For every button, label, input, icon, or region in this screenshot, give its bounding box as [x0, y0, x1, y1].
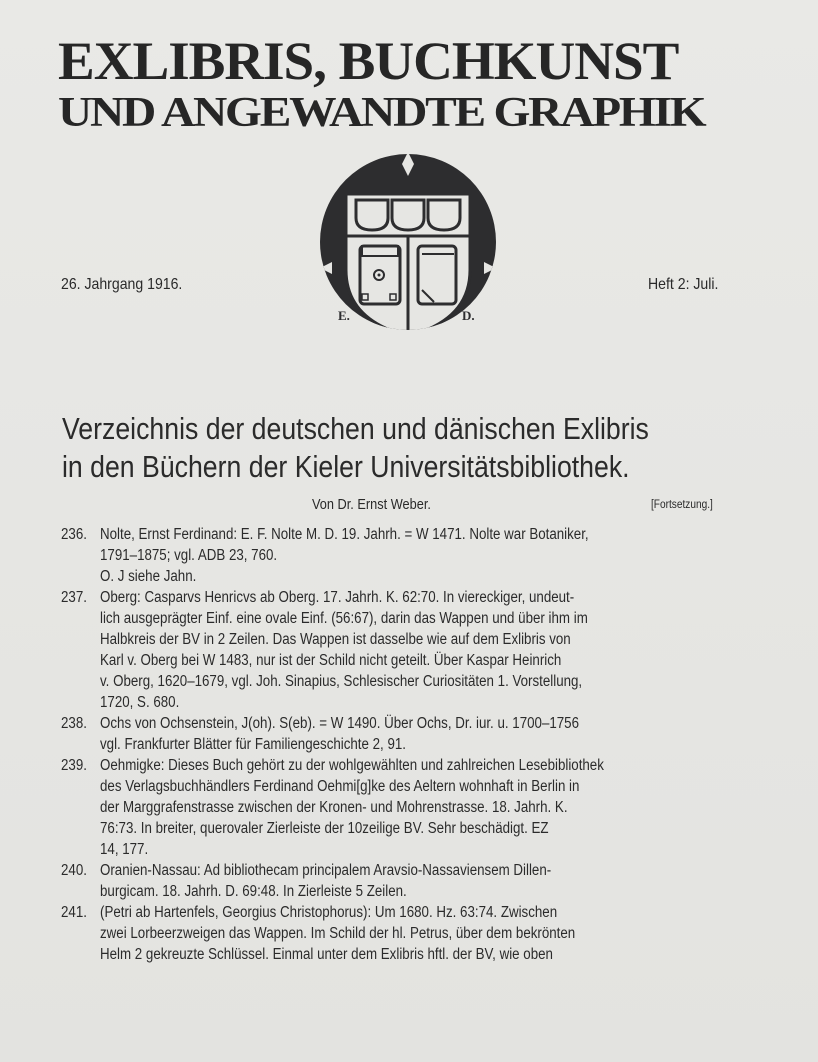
catalog-entry: [61, 524, 741, 587]
entry-text-line: (Petri ab Hartenfels, Georgius Christophorus): Um 1680. Hz. 63:74. Zwischen: [100, 904, 558, 921]
emblem-initial-right: D.: [462, 308, 475, 323]
entry-text-line: 1791–1875; vgl. ADB 23, 760.: [100, 547, 278, 564]
entry-number: 236.: [61, 526, 87, 543]
entry-text-line: Karl v. Oberg bei W 1483, nur ist der Schild nicht geteilt. Über Kaspar Heinrich: [100, 652, 562, 669]
catalog-entry: [61, 755, 741, 860]
catalog-entry: [61, 587, 741, 713]
catalog-entry: [61, 902, 741, 965]
masthead: [58, 31, 748, 136]
entry-text-line: v. Oberg, 1620–1679, vgl. Joh. Sinapius, Schlesischer Curiositäten 1. Vorstellung,: [100, 673, 583, 690]
entry-number: 237.: [61, 589, 87, 606]
entry-text-line: Oranien-Nassau: Ad bibliothecam principalem Aravsio-Nassaviensem Dillen-: [100, 862, 552, 879]
emblem-initial-left: E.: [338, 308, 350, 323]
entry-number: 240.: [61, 862, 87, 879]
author-byline: Von Dr. Ernst Weber.: [312, 497, 431, 513]
entry-text-line: Helm 2 gekreuzte Schlüssel. Einmal unter dem Exlibris hftl. der BV, wie oben: [100, 946, 553, 963]
continuation-note: [Fortsetzung.]: [651, 499, 713, 511]
catalog-entries: [61, 524, 741, 965]
entry-number: 239.: [61, 757, 87, 774]
entry-text-line: vgl. Frankfurter Blätter für Familiengeschichte 2, 91.: [100, 736, 406, 753]
entry-text-line: 14, 177.: [100, 841, 149, 858]
entry-text-line: Oehmigke: Dieses Buch gehört zu der wohlgewählten und zahlreichen Lesebibliothek: [100, 757, 604, 774]
article-title-line-1: Verzeichnis der deutschen und dänischen Exlibris: [62, 411, 649, 446]
entry-text-line: des Verlagsbuchhändlers Ferdinand Oehmi[g]ke des Aeltern wohnhaft in Berlin in: [100, 778, 580, 795]
entry-text-line: O. J siehe Jahn.: [100, 568, 197, 585]
entry-text-line: Nolte, Ernst Ferdinand: E. F. Nolte M. D. 19. Jahrh. = W 1471. Nolte war Botaniker,: [100, 526, 589, 543]
catalog-entry: [61, 860, 741, 902]
entry-text-line: 76:73. In breiter, querovaler Zierleiste der 10zeilige BV. Sehr beschädigt. EZ: [100, 820, 549, 837]
entry-text-line: burgicam. 18. Jahrh. D. 69:48. In Zierleiste 5 Zeilen.: [100, 883, 407, 900]
issue-label: Heft 2: Juli.: [648, 276, 719, 293]
entry-text-line: Halbkreis der BV in 2 Zeilen. Das Wappen ist dasselbe wie auf dem Exlibris von: [100, 631, 571, 648]
entry-text-line: Ochs von Ochsenstein, J(oh). S(eb). = W 1490. Über Ochs, Dr. iur. u. 1700–1756: [100, 715, 580, 732]
entry-text-line: lich ausgeprägter Einf. eine ovale Einf. (56:67), darin das Wappen und über ihm im: [100, 610, 588, 627]
entry-number: 238.: [61, 715, 87, 732]
entry-text-line: Oberg: Casparvs Henricvs ab Oberg. 17. Jahrh. K. 62:70. In viereckiger, undeut-: [100, 589, 575, 606]
journal-title-line-1: EXLIBRIS, BUCHKUNST: [58, 31, 679, 91]
article-title-line-2: in den Büchern der Kieler Universitätsbibliothek.: [62, 449, 630, 484]
entry-number: 241.: [61, 904, 87, 921]
volume-label: 26. Jahrgang 1916.: [61, 276, 183, 293]
entry-text-line: der Marggrafenstrasse zwischen der Kronen- und Mohrenstrasse. 18. Jahrh. K.: [100, 799, 568, 816]
entry-text-line: zwei Lorbeerzweigen das Wappen. Im Schild der hl. Petrus, über dem bekrönten: [100, 925, 576, 942]
coat-of-arms-books-emblem-icon: [310, 150, 506, 336]
article-title: [62, 410, 655, 486]
catalog-entry: [61, 713, 741, 755]
entry-text-line: 1720, S. 680.: [100, 694, 180, 711]
journal-title-line-2: UND ANGEWANDTE GRAPHIK: [58, 90, 705, 136]
